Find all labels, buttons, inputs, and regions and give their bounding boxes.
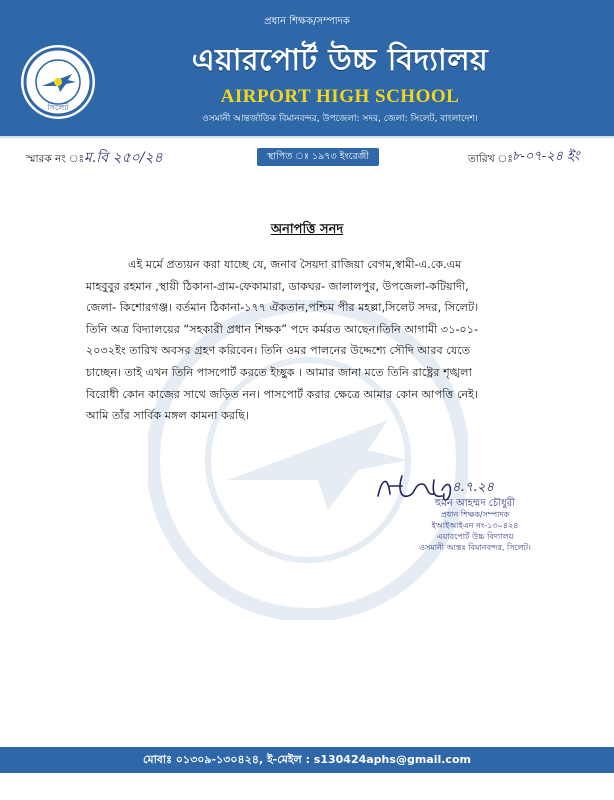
school-address: ওসমানী আন্তর্জাতিক বিমানবন্দর, উপজেলা: সদর, জেলা: সিলেট, বাংলাদেশ। — [202, 114, 478, 124]
memo-row — [0, 146, 614, 170]
school-logo-icon — [20, 44, 96, 120]
signatory-title: প্রধান শিক্ষক/সম্পাদক — [440, 510, 510, 519]
body-line: জেলা- কিশোরগঞ্জ। বর্তমান ঠিকানা-১৭৭ ঐকতান,পশ্চিম পীর মহল্লা,সিলেট সদর, সিলেট। — [86, 301, 479, 315]
headmaster-stamp — [390, 498, 560, 553]
document-title: অনাপত্তি সনদ — [270, 222, 344, 237]
signatory-name: হুমন আহম্মদ চৌধুরী — [434, 498, 516, 509]
date-label: তারিখ ঃ — [468, 153, 513, 165]
signatory-eiin: ইআইআইএন নং-১৩০৪২৪ — [431, 521, 519, 530]
school-name-english: AIRPORT HIGH SCHOOL — [220, 86, 460, 107]
signature-date: ৪.৭.২৪ — [452, 480, 495, 495]
body-line: বিরোধী কোন কাজের সাথে জড়িত নন। পাসপোর্ট করার ক্ষেত্রে আমার কোন আপত্তি নেই। — [86, 387, 478, 401]
logo-label: সিলেট — [47, 103, 69, 112]
date-value: ৮-০৭-২৪ ইং — [512, 149, 580, 164]
established-badge: স্থাপিত ঃ ১৯৭৩ ইংরেজী — [257, 148, 379, 166]
memo-number-label: স্মারক নং ঃ — [26, 153, 85, 165]
letterhead-kicker: প্রধান শিক্ষক/সম্পাদক — [264, 16, 350, 27]
body-line: চাচ্ছেন। তাই এখন তিনি পাসপোর্ট করতে ইচ্ছুক । আমার জানা মতে তিনি রাষ্ট্রের শৃঙ্খলা — [86, 365, 472, 379]
body-line: তিনি অত্র বিদ্যালয়ের “সহকারী প্রধান শিক্ষক” পদে কর্মরত আছেন।তিনি আগামী ৩১-০১- — [86, 322, 479, 336]
school-name-bengali: এয়ারপোর্ট উচ্চ বিদ্যালয় — [191, 43, 489, 78]
signatory-school: এয়ারপোর্ট উচ্চ বিদ্যালয় — [436, 532, 514, 541]
letterhead-footer: মোবাঃ ০১৩০৯-১৩০৪২৪, ই-মেইল : s130424aphs@gmail.com — [0, 747, 614, 773]
memo-number-value: ম.বি ২৫০/২৪ — [84, 150, 163, 166]
body-line: মাহবুবুর রহমান ,স্থায়ী ঠিকানা-গ্রাম-ফেকামারা, ডাকঘর- জালালপুর, উপজেলা-কটিয়াদী, — [86, 279, 469, 293]
signatory-location: ওসমানী আন্তঃ বিমানবন্দর, সিলেট। — [419, 543, 531, 552]
certificate-body — [86, 254, 556, 427]
body-line: এই মর্মে প্রত্যয়ন করা যাচ্ছে যে, জনাব সৈয়দা রাজিয়া বেগম,স্বামী-এ.কে.এম — [128, 258, 462, 271]
letterhead-header — [0, 0, 614, 138]
body-line: আমি তাঁর সার্বিক মঙ্গল কামনা করছি। — [86, 409, 250, 423]
body-line: ২০৩২ইং তারিখ অবসর গ্রহণ করিবেন। তিনি ওমর পালনের উদ্দেশ্যে সৌদি আরব যেতে — [86, 344, 471, 358]
